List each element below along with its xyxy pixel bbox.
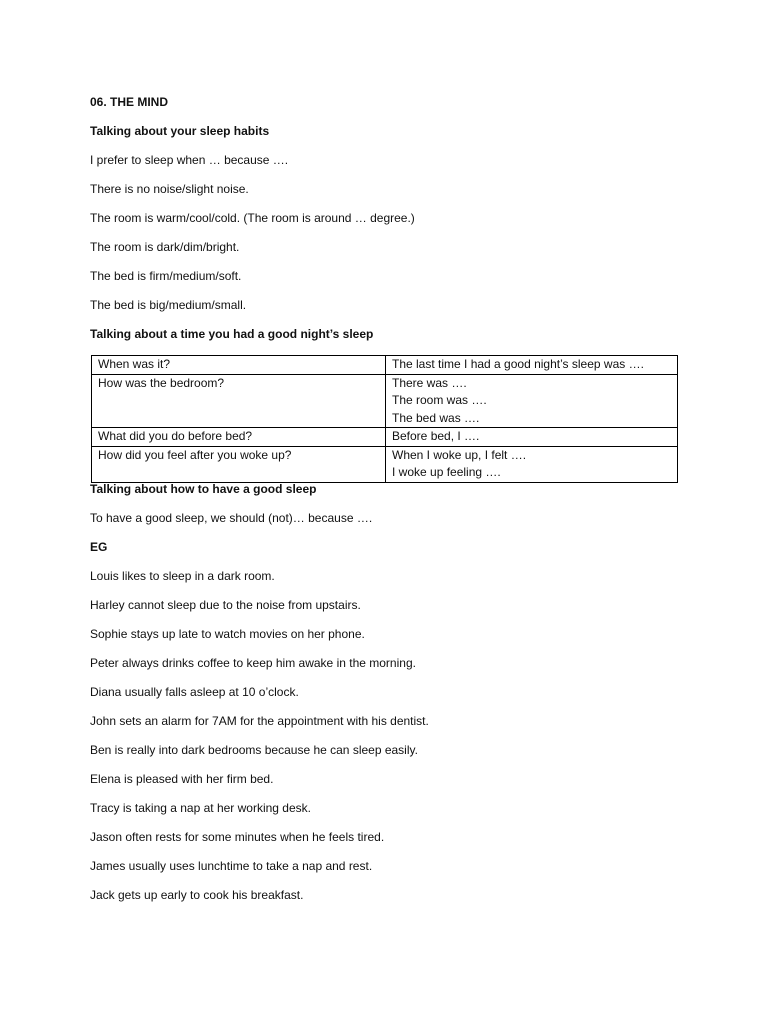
example-sentence: John sets an alarm for 7AM for the appointment with his dentist. (90, 714, 429, 728)
table-row (92, 374, 678, 428)
table-row (92, 356, 678, 375)
table-answer-line: The last time I had a good night’s sleep was …. (392, 357, 644, 371)
table-answer-line: There was …. (392, 375, 467, 390)
section-heading-good-night-sleep: Talking about a time you had a good night’s sleep (90, 327, 374, 341)
example-sentence: James usually uses lunchtime to take a nap and rest. (90, 859, 373, 873)
example-sentence: Harley cannot sleep due to the noise from upstairs. (90, 598, 361, 612)
sleep-habit-line: The room is dark/dim/bright. (90, 240, 240, 254)
example-sentence: Sophie stays up late to watch movies on her phone. (90, 627, 365, 641)
sleep-habit-line: I prefer to sleep when … because …. (90, 153, 289, 167)
table-question-cell: How was the bedroom? (92, 374, 386, 428)
example-sentence: Jason often rests for some minutes when he feels tired. (90, 830, 385, 844)
example-label: EG (90, 540, 108, 554)
sleep-habit-line: The bed is firm/medium/soft. (90, 269, 242, 283)
table-answer-cell (386, 428, 678, 447)
table-row (92, 428, 678, 447)
table-answer-cell (386, 356, 678, 375)
example-sentence: Louis likes to sleep in a dark room. (90, 569, 275, 583)
document-title: 06. THE MIND (90, 95, 169, 109)
table-answer-cell (386, 446, 678, 482)
table-question-cell: How did you feel after you woke up? (92, 446, 386, 482)
example-sentence: Peter always drinks coffee to keep him awake in the morning. (90, 656, 416, 670)
table-answer-line: When I woke up, I felt …. (392, 447, 527, 462)
table-answer-cell (386, 374, 678, 428)
good-sleep-table (91, 355, 678, 483)
table-row (92, 446, 678, 482)
sleep-habit-line: There is no noise/slight noise. (90, 182, 249, 196)
example-sentence: Ben is really into dark bedrooms because he can sleep easily. (90, 743, 418, 757)
good-sleep-line: To have a good sleep, we should (not)… because …. (90, 511, 373, 525)
table-answer-line: The room was …. (392, 393, 487, 407)
table-answer-line: The bed was …. (392, 410, 480, 425)
example-sentence: Jack gets up early to cook his breakfast. (90, 888, 304, 902)
section-heading-good-sleep-tips: Talking about how to have a good sleep (90, 482, 317, 496)
table-answer-line: Before bed, I …. (392, 429, 480, 443)
example-sentence: Tracy is taking a nap at her working desk. (90, 801, 311, 815)
table-answer-line: I woke up feeling …. (392, 465, 501, 479)
example-sentence: Elena is pleased with her firm bed. (90, 772, 274, 786)
sleep-habit-line: The room is warm/cool/cold. (The room is around … degree.) (90, 211, 415, 225)
example-sentence: Diana usually falls asleep at 10 o’clock. (90, 685, 299, 699)
table-question-cell: When was it? (92, 356, 386, 375)
section-heading-sleep-habits: Talking about your sleep habits (90, 124, 270, 138)
sleep-habit-line: The bed is big/medium/small. (90, 298, 247, 312)
table-question-cell: What did you do before bed? (92, 428, 386, 447)
